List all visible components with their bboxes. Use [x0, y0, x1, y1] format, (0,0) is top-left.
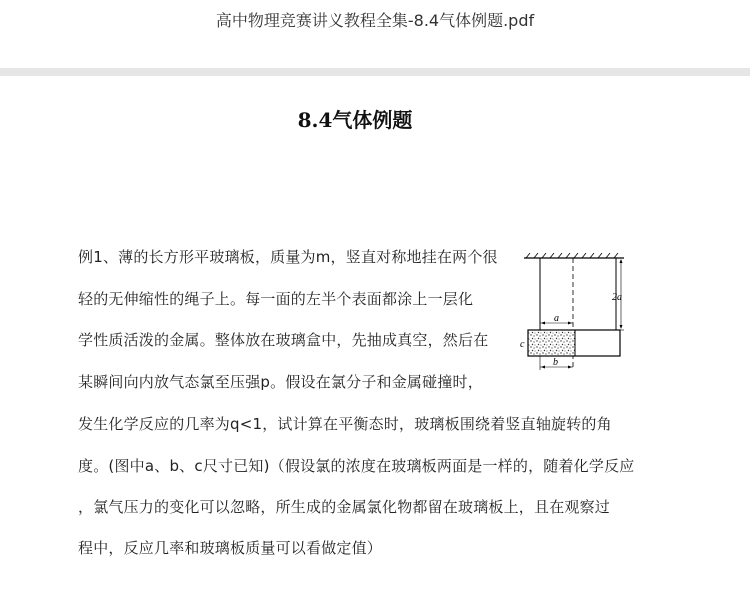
document-title: 高中物理竞赛讲义教程全集-8.4气体例题.pdf: [215, 11, 535, 30]
text-line-3: 学性质活泼的金属。整体放在玻璃盒中，先抽成真空，然后在: [78, 331, 489, 349]
label-c: c: [520, 339, 525, 350]
glass-plate-figure: [512, 250, 630, 376]
text-line-4: 某瞬间向内放气态氯至压强p。假设在氯分子和金属碰撞时，: [78, 373, 483, 391]
title-bar: [0, 0, 750, 68]
text-line-2: 轻的无伸缩性的绳子上。每一面的左半个表面都涂上一层化: [78, 290, 474, 308]
text-line-6: 度。(图中a、b、c尺寸已知)（假设氯的浓度在玻璃板两面是一样的，随着化学反应: [78, 457, 635, 475]
ceiling-hatch: [526, 253, 618, 258]
text-line-1: 例1、薄的长方形平玻璃板，质量为m，竖直对称地挂在两个很: [78, 248, 498, 266]
label-a: a: [554, 313, 559, 324]
toolbar-divider: [0, 68, 750, 76]
label-b: b: [553, 357, 558, 368]
text-line-8: 程中，反应几率和玻璃板质量可以看做定值）: [78, 539, 383, 557]
page-heading: 8.4气体例题: [297, 108, 413, 132]
text-line-7: ，氯气压力的变化可以忽略，所生成的金属氯化物都留在玻璃板上，且在观察过: [78, 498, 611, 516]
label-2a: 2a: [612, 292, 622, 303]
metal-coated-half: [528, 330, 575, 356]
text-line-5: 发生化学反应的几率为q<1，试计算在平衡态时，玻璃板围绕着竖直轴旋转的角: [78, 415, 612, 433]
